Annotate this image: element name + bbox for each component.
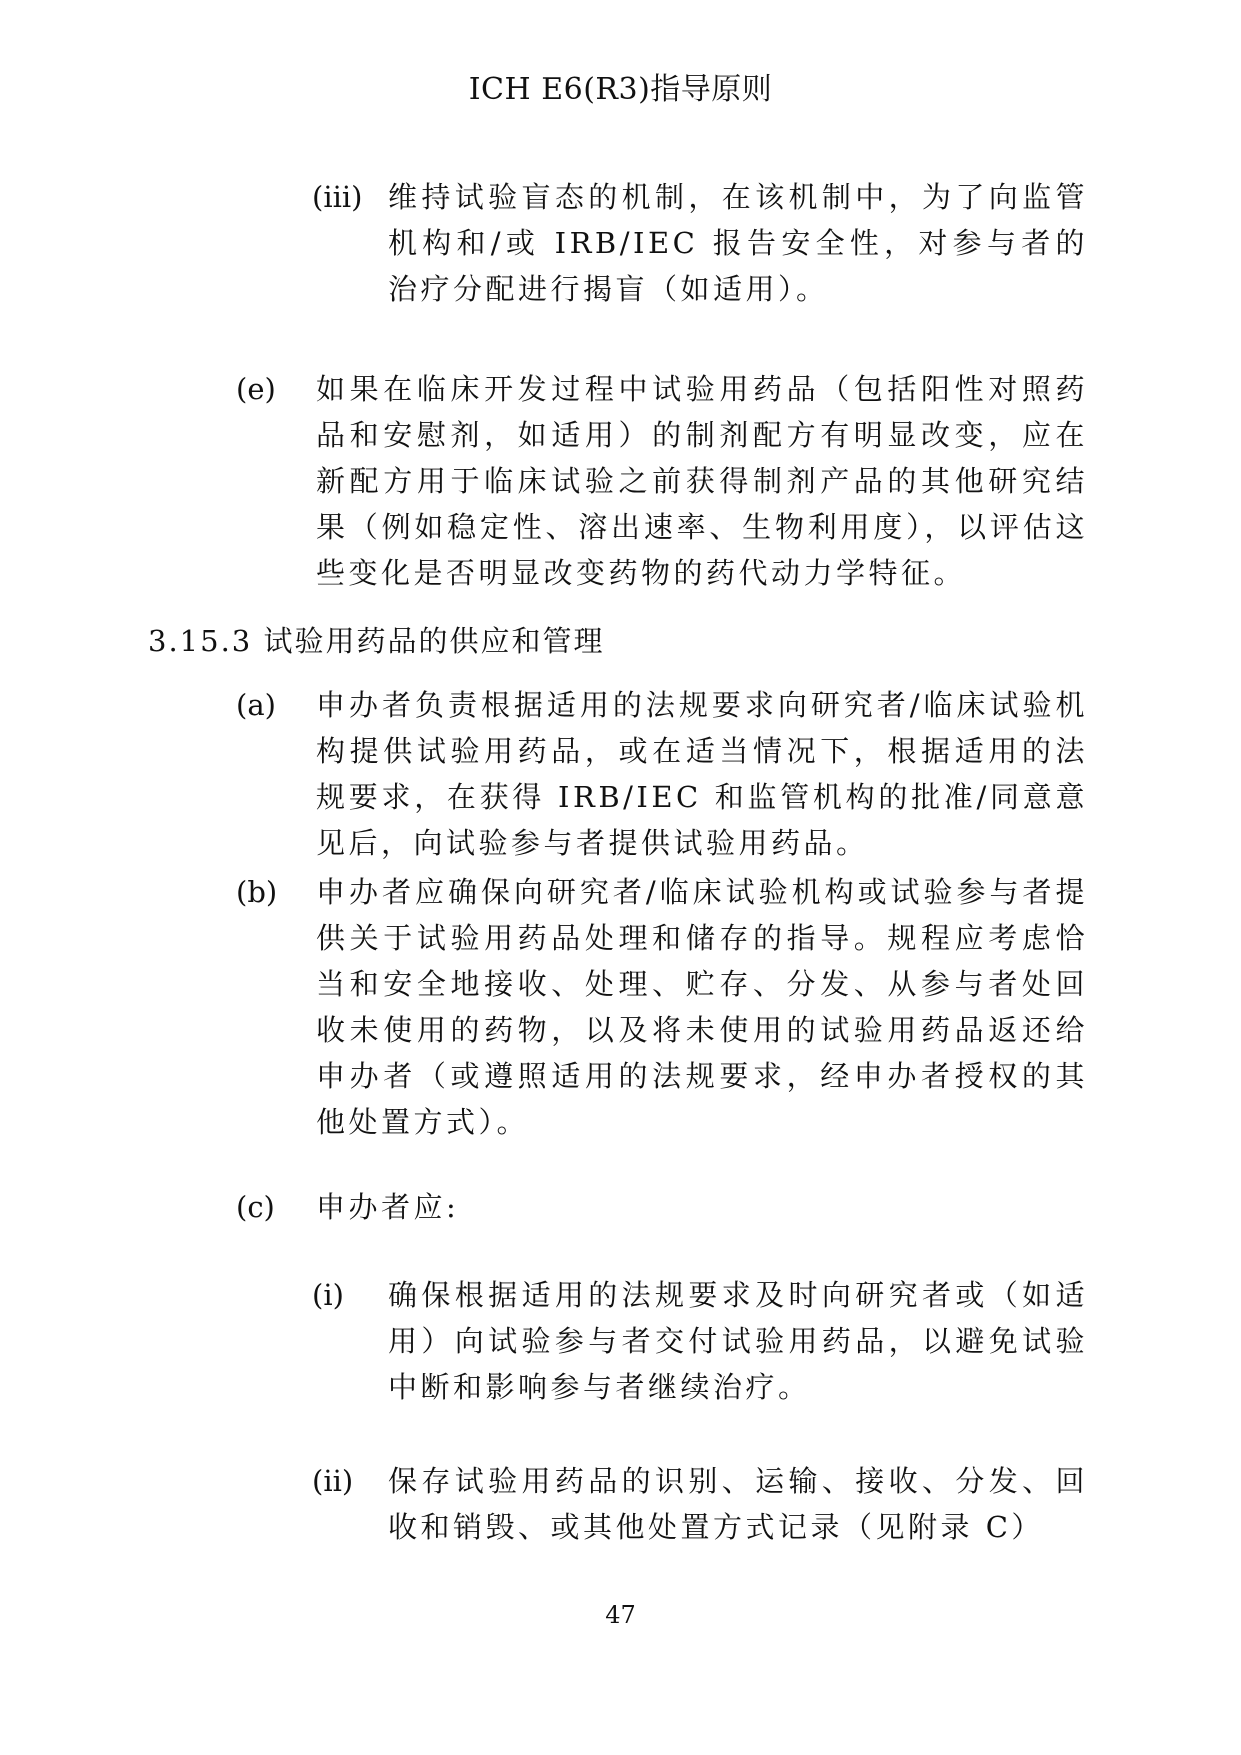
item-marker: (c)	[236, 1190, 275, 1224]
section-heading: 3.15.3 试验用药品的供应和管理	[148, 624, 605, 658]
item-text: 如果在临床开发过程中试验用药品（包括阳性对照药品和安慰剂，如适用）的制剂配方有明显改变，应在新配方用于临床试验之前获得制剂产品的其他研究结果（例如稳定性、溶出速率、生物利用度），以评估这些变化是否明显改变药物的药代动力学特征。	[316, 372, 1088, 590]
item-text: 确保根据适用的法规要求及时向研究者或（如适用）向试验参与者交付试验用药品，以避免试验中断和影响参与者继续治疗。	[388, 1278, 1088, 1404]
item-marker: (i)	[312, 1278, 344, 1312]
page-number: 47	[605, 1601, 636, 1629]
item-text: 维持试验盲态的机制，在该机制中，为了向监管机构和/或 IRB/IEC 报告安全性，对参与者的治疗分配进行揭盲（如适用）。	[388, 180, 1088, 306]
item-marker: (iii)	[312, 180, 363, 214]
item-text: 申办者负责根据适用的法规要求向研究者/临床试验机构提供试验用药品，或在适当情况下，根据适用的法规要求，在获得 IRB/IEC 和监管机构的批准/同意意见后，向试验参与者提供试验用药品。	[316, 688, 1088, 860]
item-text: 申办者应确保向研究者/临床试验机构或试验参与者提供关于试验用药品处理和储存的指导。规程应考虑恰当和安全地接收、处理、贮存、分发、从参与者处回收未使用的药物，以及将未使用的试验用药品返还给申办者（或遵照适用的法规要求，经申办者授权的其他处置方式）。	[316, 875, 1088, 1139]
item-marker: (b)	[236, 875, 278, 909]
item-marker: (a)	[236, 688, 276, 722]
page-header: ICH E6(R3)指导原则	[468, 72, 773, 107]
item-marker: (ii)	[312, 1464, 354, 1498]
item-text: 申办者应:	[316, 1190, 460, 1224]
item-text: 保存试验用药品的识别、运输、接收、分发、回收和销毁、或其他处置方式记录（见附录 C）	[388, 1464, 1088, 1544]
item-marker: (e)	[236, 372, 276, 406]
